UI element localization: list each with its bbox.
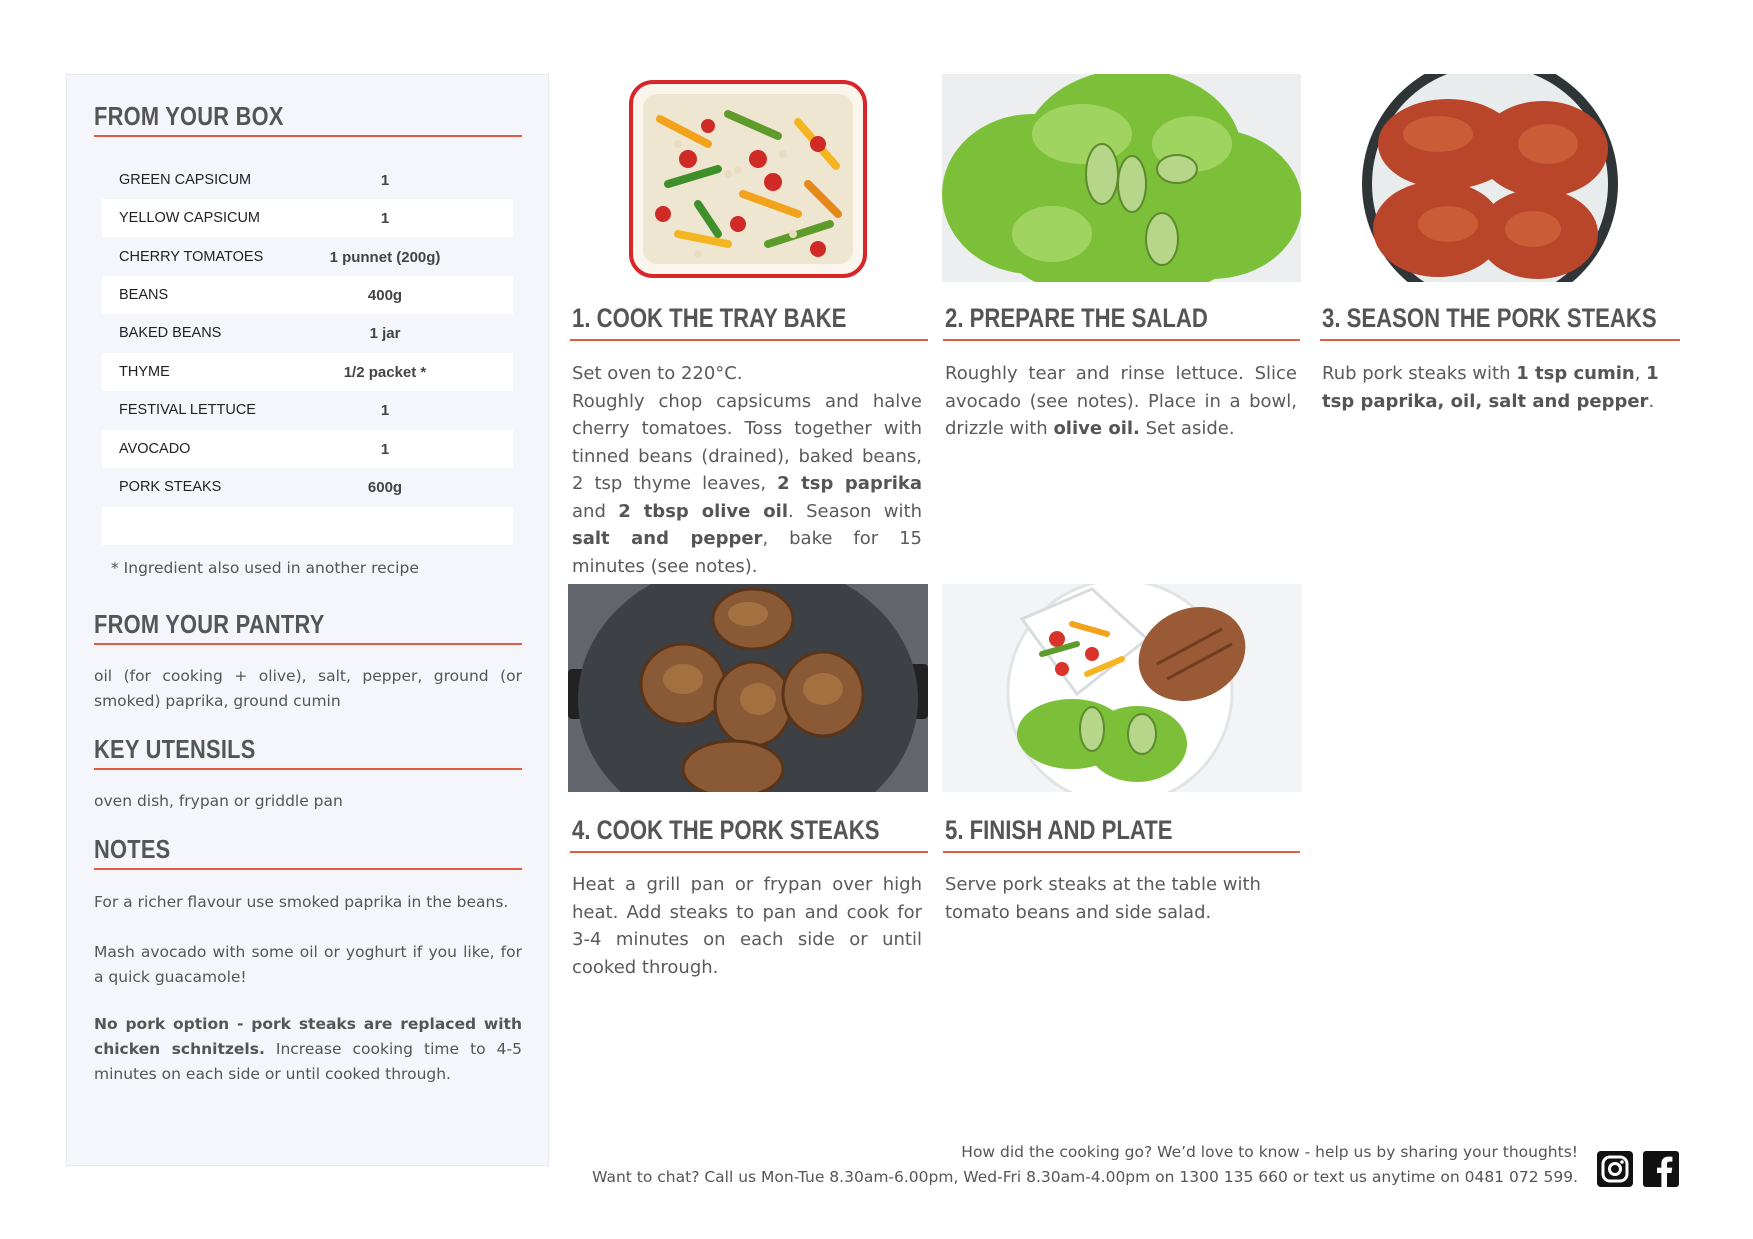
ingredient-qty: 1/2 packet * — [343, 363, 427, 381]
instruction-text: Set aside. — [1139, 418, 1235, 439]
ingredient-name: CHERRY TOMATOES — [119, 249, 264, 265]
step-5-title: 5. FINISH AND PLATE — [945, 815, 1173, 845]
instruction-bold-text: 1 tsp paprika, oil, salt and pepper — [1322, 363, 1659, 412]
instruction-text: . Season with — [788, 500, 923, 522]
instruction-bold-text: 2 tsp paprika — [777, 473, 923, 494]
facebook-icon[interactable] — [1643, 1151, 1679, 1187]
ingredient-row — [102, 430, 513, 468]
seasoned-pork-photo — [1318, 74, 1678, 282]
ingredient-name: AVOCADO — [119, 441, 191, 457]
instruction-text: Roughly chop capsicums and halve cherry tomatoes. Toss together with tinned beans (drained), baked beans, 2 tsp thyme leaves, — [572, 390, 922, 494]
instruction-text: and — [572, 500, 619, 522]
ingredient-row — [102, 238, 513, 276]
ingredient-qty: 400g — [367, 286, 403, 304]
instruction-bold-text: 2 tbsp olive oil — [618, 500, 788, 522]
ingredient-name: BAKED BEANS — [119, 325, 222, 341]
note-text: For a richer flavour use smoked paprika in the beans. — [94, 893, 509, 911]
instruction-bold-text: olive oil. — [1053, 418, 1140, 439]
instruction-text: Heat a grill pan or frypan over high heat. Add steaks to pan and cook for 3-4 minutes on each side or until cooked through. — [572, 874, 922, 978]
salad-photo — [942, 74, 1301, 282]
feedback-text: How did the cooking go? We’d love to know - help us by sharing your thoughts! — [961, 1143, 1578, 1161]
step-4-title: 4. COOK THE PORK STEAKS — [572, 815, 880, 845]
instruction-text: , bake for 15 minutes (see notes). — [572, 528, 922, 577]
step-divider — [943, 851, 1300, 853]
contact-text: Want to chat? Call us Mon-Tue 8.30am-6.00pm, Wed-Fri 8.30am-4.00pm on 1300 135 660 or text us anytime on 0481 072 599. — [592, 1168, 1578, 1186]
note-bold-text: No pork option - pork steaks are replaced with chicken schnitzels. — [94, 1015, 522, 1058]
ingredient-row — [102, 391, 513, 429]
note-text: Mash avocado with some oil or yoghurt if you like, for a quick guacamole! — [94, 943, 522, 986]
key-utensils-title: KEY UTENSILS — [94, 734, 256, 764]
section-divider — [94, 135, 522, 137]
step-3-title: 3. SEASON THE PORK STEAKS — [1322, 303, 1657, 333]
note-text — [94, 1012, 522, 1087]
step-divider — [1320, 339, 1680, 341]
step-1-instructions — [572, 360, 922, 580]
instruction-text: Roughly tear and rinse lettuce. Slice avocado (see notes). Place in a bowl, drizzle with — [945, 363, 1297, 439]
ingredient-name: FESTIVAL LETTUCE — [119, 402, 256, 418]
ingredient-qty: 1 — [380, 209, 390, 227]
ingredient-row — [102, 199, 513, 237]
ingredient-row-empty — [102, 507, 513, 545]
instruction-text: Serve pork steaks at the table with tomato beans and side salad. — [945, 874, 1261, 923]
ingredient-qty: 600g — [367, 478, 403, 496]
instruction-bold-text: salt and pepper — [572, 528, 763, 549]
step-5-instructions — [945, 871, 1300, 926]
frypan-photo — [568, 584, 928, 792]
note-rest-text: Increase cooking time to 4-5 minutes on each side or until cooked through. — [94, 1040, 522, 1083]
ingredient-row — [102, 353, 513, 391]
from-your-box-title: FROM YOUR BOX — [94, 101, 284, 131]
ingredient-row — [102, 276, 513, 314]
ingredient-row — [102, 161, 513, 199]
step-divider — [570, 851, 928, 853]
step-3-instructions — [1322, 360, 1674, 415]
step-divider — [943, 339, 1300, 341]
ingredient-row — [102, 468, 513, 506]
ingredient-qty: 1 — [380, 440, 390, 458]
ingredient-qty: 1 — [380, 171, 390, 189]
ingredient-name: YELLOW CAPSICUM — [119, 210, 260, 226]
instruction-text: Set oven to 220°C. — [572, 363, 743, 384]
step-divider — [570, 339, 928, 341]
ingredient-row — [102, 314, 513, 352]
instruction-bold-text: 1 tsp cumin — [1516, 363, 1635, 384]
ingredient-qty: 1 — [380, 401, 390, 419]
step-2-instructions — [945, 360, 1297, 443]
ingredient-qty: 1 jar — [369, 324, 401, 342]
section-divider — [94, 768, 522, 770]
step-2-title: 2. PREPARE THE SALAD — [945, 303, 1208, 333]
pantry-text: oil (for cooking + olive), salt, pepper, ground (or smoked) paprika, ground cumin — [94, 667, 522, 710]
instruction-text: , — [1634, 363, 1647, 384]
instruction-text: Rub pork steaks with — [1322, 363, 1517, 384]
ingredient-qty: 1 punnet (200g) — [329, 248, 441, 266]
section-divider — [94, 868, 522, 870]
instagram-icon[interactable] — [1597, 1151, 1633, 1187]
notes-title: NOTES — [94, 834, 171, 864]
ingredient-name: PORK STEAKS — [119, 479, 222, 495]
utensils-text: oven dish, frypan or griddle pan — [94, 792, 343, 810]
from-your-pantry-title: FROM YOUR PANTRY — [94, 609, 325, 639]
step-1-title: 1. COOK THE TRAY BAKE — [572, 303, 847, 333]
ingredient-name: GREEN CAPSICUM — [119, 172, 252, 188]
instruction-text: . — [1648, 390, 1655, 412]
plated-dish-photo — [942, 584, 1302, 792]
ingredient-name: BEANS — [119, 287, 169, 303]
tray-bake-photo — [568, 74, 928, 282]
ingredient-name: THYME — [119, 364, 170, 380]
ingredients-sidebar — [66, 74, 549, 1166]
ingredient-footnote: * Ingredient also used in another recipe — [111, 559, 419, 577]
step-4-instructions — [572, 871, 922, 981]
section-divider — [94, 643, 522, 645]
